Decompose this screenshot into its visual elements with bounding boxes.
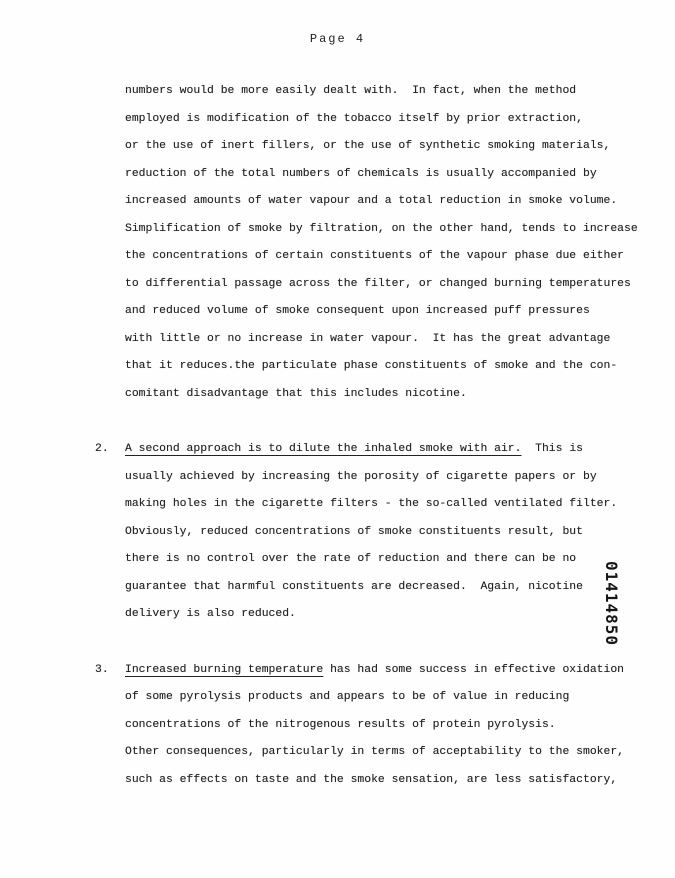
- text-segment: has had some success in effective oxidation: [323, 663, 624, 676]
- text-line: [125, 712, 650, 740]
- text-line: [125, 133, 650, 161]
- text-segment: or the use of inert fillers, or the use of synthetic smoking materials,: [125, 140, 611, 152]
- text-segment: This is: [521, 443, 583, 455]
- text-segment: reduction of the total numbers of chemicals is usually accompanied by: [125, 167, 597, 180]
- paragraph-3: [95, 657, 650, 795]
- text-line: [125, 106, 650, 134]
- text-segment: there is no control over the rate of reduction and there can be no: [125, 553, 577, 565]
- text-segment: making holes in the cigarette filters - the so-called ventilated filter.: [125, 498, 618, 510]
- text-segment: with little or no increase in water vapour. It has the great advantage: [125, 332, 611, 345]
- text-line: [125, 491, 650, 519]
- underlined-text: A second approach is to dilute the inhaled smoke with air.: [125, 443, 522, 455]
- text-line: [125, 298, 650, 326]
- text-segment: delivery is also reduced.: [125, 608, 296, 620]
- text-line: [125, 271, 650, 299]
- text-segment: such as effects on taste and the smoke sensation, are less satisfactory,: [125, 773, 618, 786]
- text-line: [125, 546, 650, 574]
- text-line: [125, 684, 650, 712]
- text-segment: numbers would be more easily dealt with. In fact, when the method: [125, 85, 577, 97]
- text-line: [125, 767, 650, 795]
- text-segment: employed is modification of the tobacco itself by prior extraction,: [125, 112, 583, 125]
- text-line: [125, 601, 650, 629]
- text-segment: increased amounts of water vapour and a total reduction in smoke volume.: [125, 195, 618, 207]
- paragraph-number: 3.: [95, 663, 109, 676]
- bates-number-stamp: 01414850: [602, 561, 621, 647]
- text-line: [125, 381, 650, 409]
- text-segment: of some pyrolysis products and appears to be of value in reducing: [125, 691, 570, 703]
- text-segment: Obviously, reduced concentrations of smoke constituents result, but: [125, 525, 583, 538]
- text-line: [125, 739, 650, 767]
- text-line: [125, 326, 650, 354]
- page-number-header: Page 4: [309, 32, 366, 46]
- text-line: [125, 78, 650, 106]
- paragraph-1: [125, 78, 650, 408]
- text-segment: Simplification of smoke by filtration, on the other hand, tends to increase: [125, 222, 638, 235]
- text-line: [125, 353, 650, 381]
- text-line: [125, 464, 650, 492]
- document-body: [95, 78, 650, 794]
- text-line: [125, 161, 650, 189]
- text-segment: and reduced volume of smoke consequent upon increased puff pressures: [125, 305, 590, 317]
- text-line: [125, 519, 650, 547]
- text-line: [125, 657, 650, 685]
- text-line: [125, 188, 650, 216]
- text-segment: the concentrations of certain constituents of the vapour phase due either: [125, 250, 624, 262]
- text-line: [125, 243, 650, 271]
- text-line: [125, 216, 650, 244]
- text-segment: comitant disadvantage that this includes nicotine.: [125, 387, 467, 400]
- paragraph-2: [95, 436, 650, 629]
- text-segment: that it reduces.the particulate phase constituents of smoke and the con-: [125, 360, 618, 372]
- paragraph-number: 2.: [95, 443, 109, 455]
- underlined-text: Increased burning temperature: [125, 663, 324, 676]
- text-segment: concentrations of the nitrogenous results of protein pyrolysis.: [125, 718, 556, 731]
- text-segment: to differential passage across the filter, or changed burning temperatures: [125, 277, 631, 290]
- text-segment: Other consequences, particularly in terms of acceptability to the smoker,: [125, 746, 624, 758]
- text-segment: usually achieved by increasing the porosity of cigarette papers or by: [125, 470, 597, 483]
- text-line: [125, 436, 650, 464]
- text-line: [125, 574, 650, 602]
- text-segment: guarantee that harmful constituents are decreased. Again, nicotine: [125, 580, 583, 593]
